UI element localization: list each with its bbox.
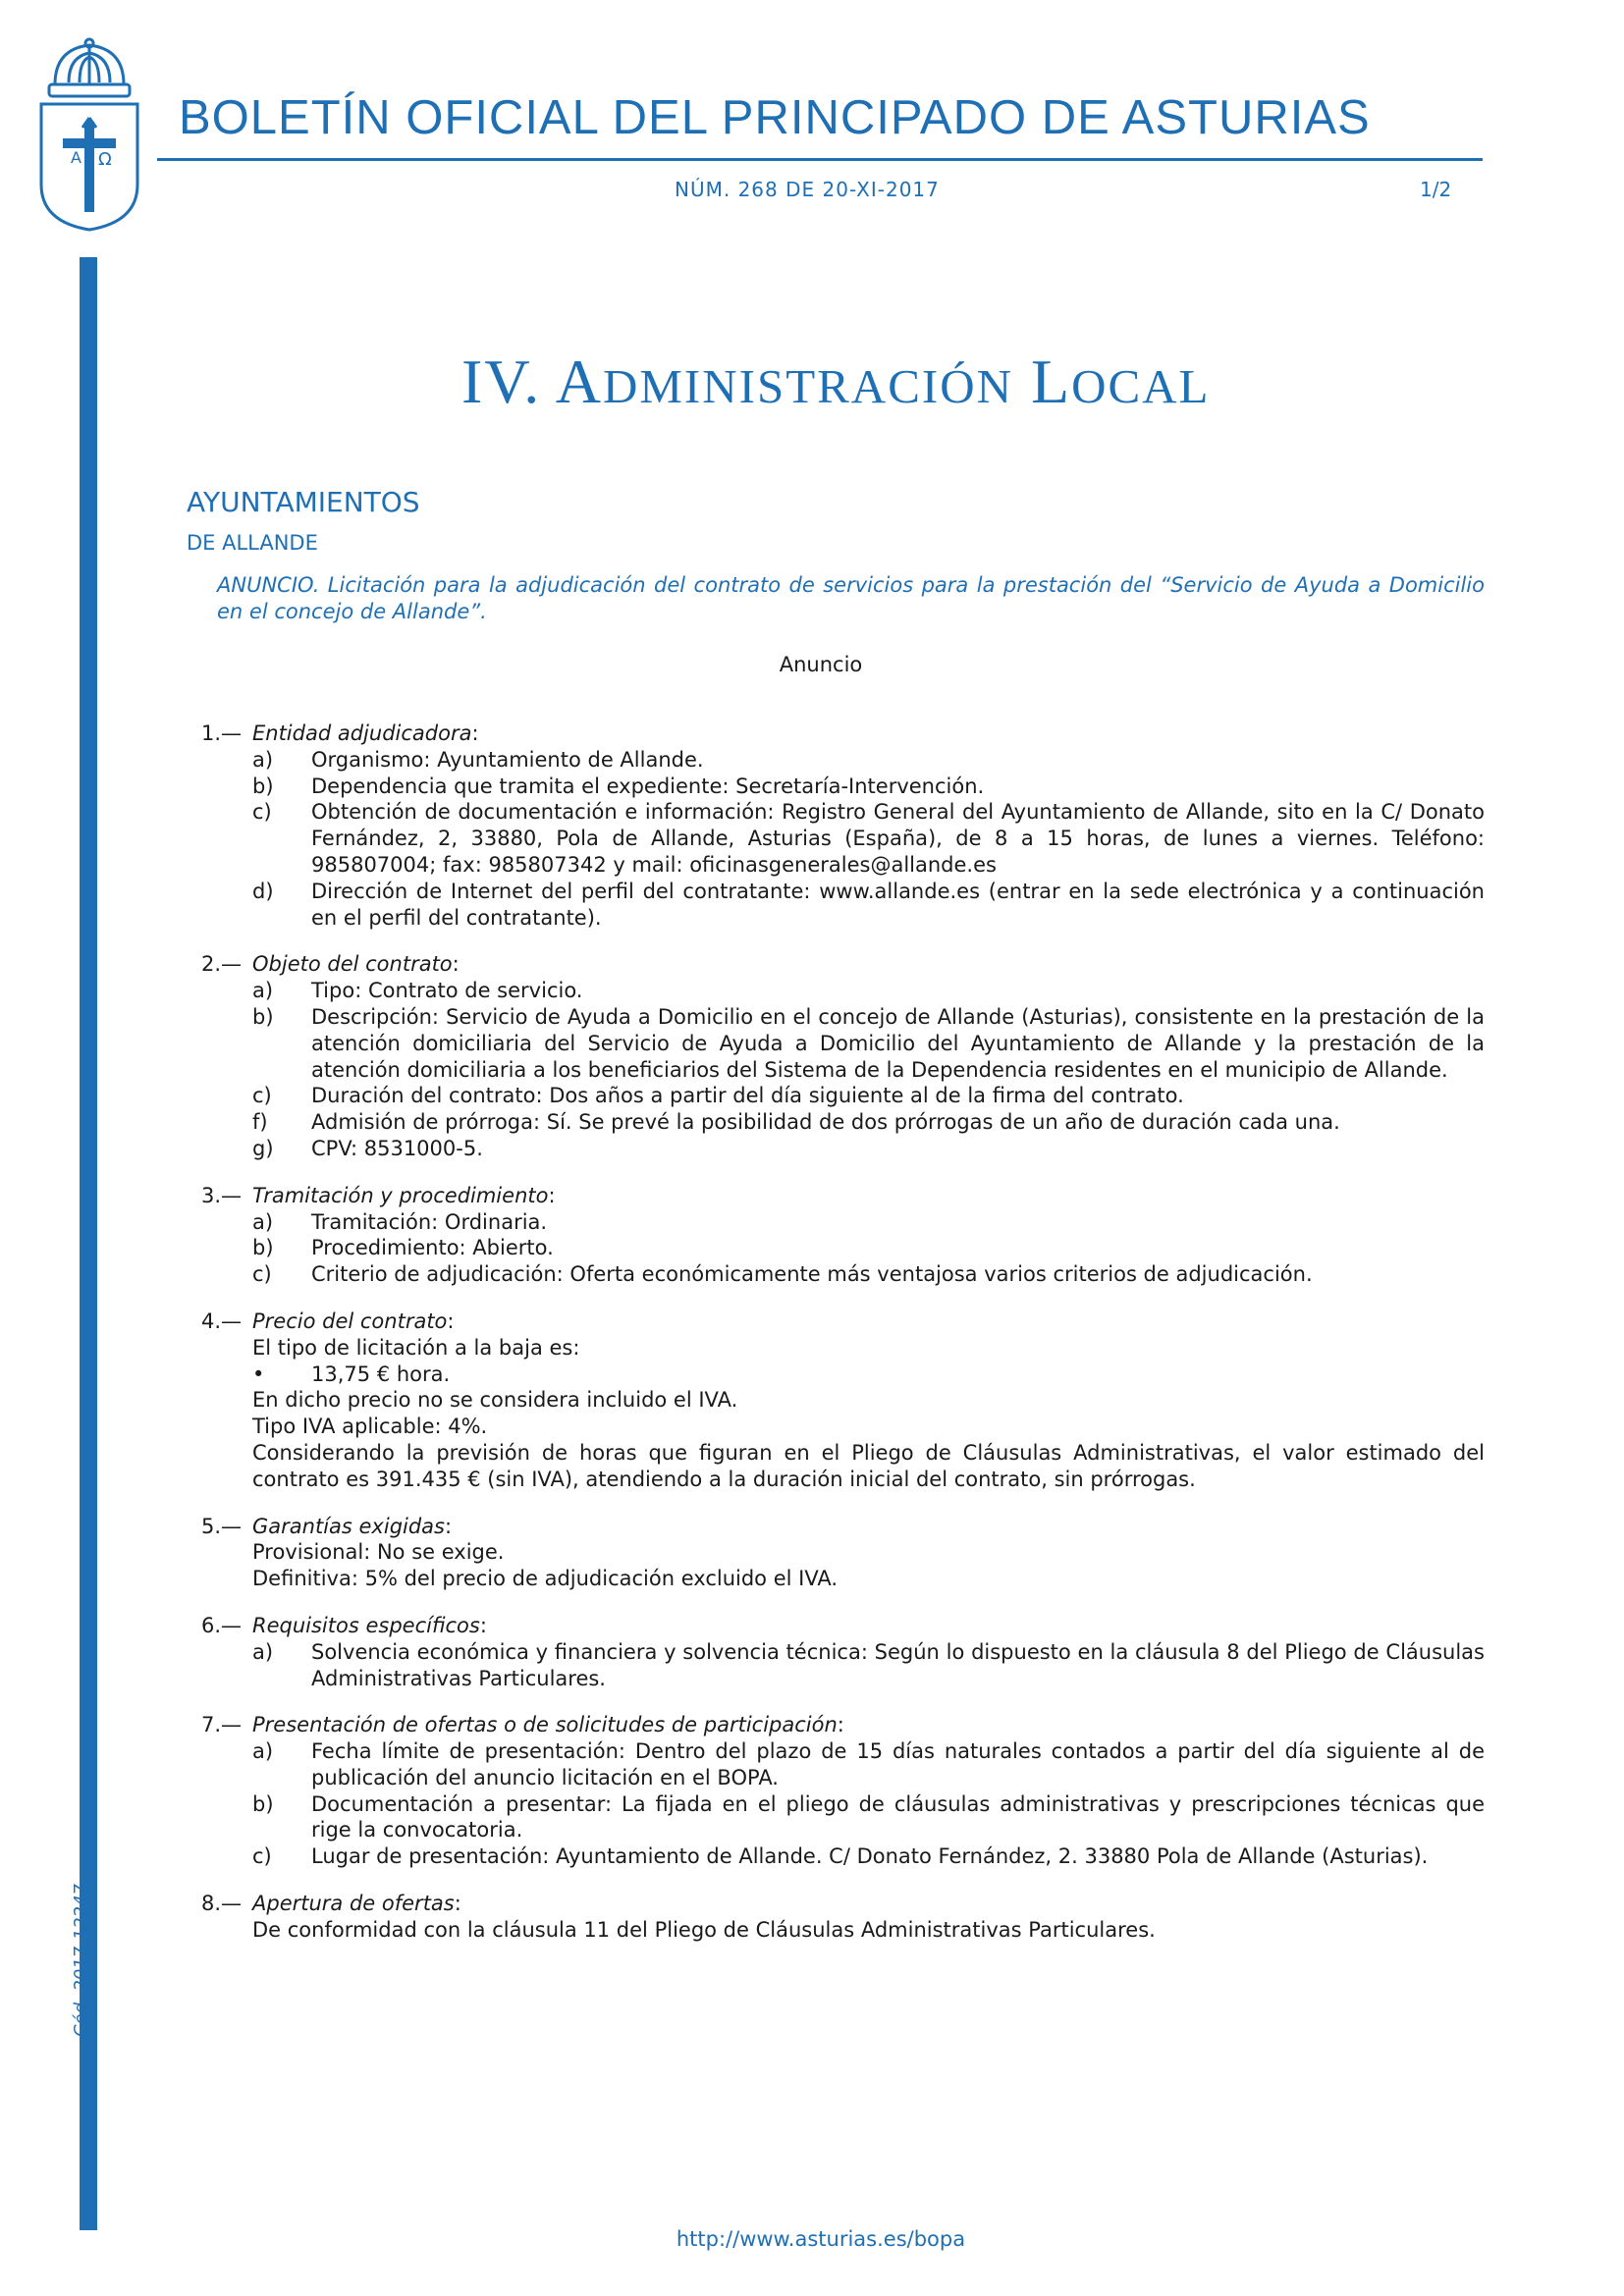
list-item	[201, 799, 1485, 878]
list-item	[201, 1004, 1485, 1083]
list-item	[201, 1209, 1485, 1236]
section-heading: Garantías exigidas	[252, 1514, 445, 1538]
document-label: Anuncio	[779, 653, 863, 676]
item-text: Solvencia económica y financiera y solvencia técnica: Según lo dispuesto en la cláusula 8 del Pliego de Cláusulas Administrativas Particulares.	[311, 1639, 1485, 1690]
section-word1-initial: A	[555, 347, 603, 416]
section-heading-colon: :	[454, 1892, 461, 1916]
item-text: Tramitación: Ordinaria.	[311, 1209, 548, 1234]
item-text: Lugar de presentación: Ayuntamiento de Allande. C/ Donato Fernández, 2. 33880 Pola de Allande (Asturias).	[311, 1844, 1429, 1869]
item-letter: c)	[252, 1844, 272, 1869]
item-letter: b)	[252, 1236, 274, 1260]
item-text: Procedimiento: Abierto.	[311, 1236, 554, 1260]
list-item	[201, 879, 1485, 932]
item-letter: c)	[252, 1262, 272, 1287]
section-roman: IV.	[461, 347, 542, 416]
section-heading: Presentación de ofertas o de solicitudes de participación	[252, 1713, 838, 1737]
item-letter: a)	[252, 1739, 274, 1764]
item-letter: a)	[252, 1639, 274, 1664]
page-number: 1/2	[1420, 178, 1452, 201]
list-item	[201, 1261, 1485, 1288]
item-text: Tipo: Contrato de servicio.	[311, 979, 583, 1003]
item-text: Criterio de adjudicación: Oferta económicamente más ventajosa varios criterios de adjudicación.	[311, 1262, 1313, 1287]
masthead-rule	[157, 158, 1483, 161]
list-item	[201, 1843, 1485, 1870]
section-heading-colon: :	[447, 1308, 455, 1333]
item-letter: f)	[252, 1110, 268, 1135]
municipality-heading: DE ALLANDE	[187, 531, 318, 555]
item-text: CPV: 8531000-5.	[311, 1136, 483, 1160]
section-6	[201, 1613, 1485, 1691]
list-item	[201, 747, 1485, 774]
section-heading: Objeto del contrato	[252, 952, 453, 977]
paragraph: En dicho precio no se considera incluido el IVA.	[252, 1388, 738, 1413]
item-letter: a)	[252, 747, 274, 772]
section-4	[201, 1308, 1485, 1493]
item-text: Duración del contrato: Dos años a partir del día siguiente al de la firma del contrato.	[311, 1084, 1184, 1108]
announcement-body	[201, 721, 1485, 1964]
section-word2-rest: OCAL	[1071, 359, 1211, 413]
paragraph: Considerando la previsión de horas que figuran en el Pliego de Cláusulas Administrativas, el valor estimado del contrato es 391.435 € (sin IVA), atendiendo a la duración inicial del contrato, sin prórrogas.	[252, 1440, 1485, 1491]
section-heading-colon: :	[548, 1183, 556, 1207]
section-heading: Tramitación y procedimiento	[252, 1183, 549, 1207]
list-item	[201, 1083, 1485, 1109]
list-item	[201, 1235, 1485, 1261]
svg-text:Ω: Ω	[98, 149, 112, 170]
list-item	[201, 1136, 1485, 1162]
list-item	[201, 1639, 1485, 1692]
section-heading-colon: :	[445, 1514, 453, 1538]
section-3	[201, 1183, 1485, 1288]
item-letter: c)	[252, 1084, 272, 1108]
section-heading: Apertura de ofertas	[252, 1892, 455, 1916]
section-number: 3.—	[201, 1183, 243, 1207]
department-heading: AYUNTAMIENTOS	[187, 486, 420, 518]
announcement-summary: ANUNCIO. Licitación para la adjudicación del contrato de servicios para la prestación del “Servicio de Ayuda a Domicilio en el concejo de Allande”.	[217, 573, 1485, 623]
section-number: 1.—	[201, 721, 243, 745]
section-2	[201, 951, 1485, 1161]
section-number: 8.—	[201, 1892, 243, 1916]
paragraph: De conformidad con la cláusula 11 del Pliego de Cláusulas Administrativas Particulares.	[252, 1917, 1156, 1942]
section-number: 2.—	[201, 952, 243, 977]
section-heading-colon: :	[837, 1713, 844, 1737]
item-letter: a)	[252, 979, 274, 1003]
section-heading-colon: :	[479, 1613, 487, 1637]
section-heading-colon: :	[471, 721, 479, 745]
item-letter: b)	[252, 1791, 274, 1816]
section-number: 4.—	[201, 1308, 243, 1333]
item-text: Admisión de prórroga: Sí. Se prevé la posibilidad de dos prórrogas de un año de duración cada una.	[311, 1110, 1340, 1135]
list-item	[201, 978, 1485, 1004]
item-text: Dirección de Internet del perfil del contratante: www.allande.es (entrar en la sede electrónica y a continuación en el perfil del contratante).	[311, 879, 1485, 930]
section-number: 7.—	[201, 1713, 243, 1737]
section-word2-initial: L	[1030, 347, 1072, 416]
list-item	[201, 1109, 1485, 1136]
section-heading-colon: :	[452, 952, 460, 977]
list-item	[201, 1791, 1485, 1844]
section-1	[201, 721, 1485, 931]
paragraph: Tipo IVA aplicable: 4%.	[252, 1415, 488, 1439]
item-letter: g)	[252, 1136, 274, 1160]
item-text: Descripción: Servicio de Ayuda a Domicilio en el concejo de Allande (Asturias), consistente en la prestación de la atención domiciliaria del Servicio de Ayuda a Domicilio del Ayuntamiento de Allande y la prestación de la atención domiciliaria a los beneficiarios del Sistema de la Dependencia residentes en el municipio de Allande.	[311, 1004, 1485, 1082]
section-word1-rest: DMINISTRACIÓN	[602, 359, 1013, 413]
paragraph: Definitiva: 5% del precio de adjudicación excluido el IVA.	[252, 1567, 839, 1591]
issue-number: NÚM. 268 DE 20-XI-2017	[675, 178, 940, 201]
document-code: Cód. 2017-12247	[71, 1883, 91, 2037]
bullet-mark: •	[252, 1362, 265, 1386]
asturias-crest-logo	[35, 37, 143, 234]
list-item	[201, 774, 1485, 800]
svg-text:A: A	[71, 148, 81, 167]
item-text: Fecha límite de presentación: Dentro del plazo de 15 días naturales contados a partir del día siguiente al de publicación del anuncio licitación en el BOPA.	[311, 1739, 1485, 1789]
section-heading: Precio del contrato	[252, 1308, 448, 1333]
bullet-item	[201, 1362, 1485, 1388]
section-number: 5.—	[201, 1514, 243, 1538]
section-5	[201, 1514, 1485, 1592]
item-letter: b)	[252, 774, 274, 798]
item-text: Dependencia que tramita el expediente: Secretaría-Intervención.	[311, 774, 985, 798]
section-7	[201, 1712, 1485, 1870]
item-text: Organismo: Ayuntamiento de Allande.	[311, 747, 704, 772]
section-title	[461, 346, 1210, 418]
item-letter: b)	[252, 1004, 274, 1029]
list-item	[201, 1738, 1485, 1791]
section-heading: Entidad adjudicadora	[252, 721, 472, 745]
section-number: 6.—	[201, 1613, 243, 1637]
section-heading: Requisitos específicos	[252, 1613, 480, 1637]
item-letter: d)	[252, 879, 274, 903]
bullet-text: 13,75 € hora.	[311, 1362, 451, 1386]
paragraph: Provisional: No se exige.	[252, 1540, 505, 1565]
item-text: Obtención de documentación e información: Registro General del Ayuntamiento de Allande, sito en la C/ Donato Fernández, 2, 33880, Pola de Allande, Asturias (España), de 8 a 15 horas, de lunes a viernes. Teléfono: 985807004; fax: 985807342 y mail: oficinasgenerales@allande.es	[311, 800, 1485, 877]
paragraph: El tipo de licitación a la baja es:	[252, 1335, 580, 1360]
gazette-title: BOLETÍN OFICIAL DEL PRINCIPADO DE ASTURIAS	[179, 91, 1371, 144]
footer-link[interactable]: http://www.asturias.es/bopa	[676, 2227, 966, 2251]
item-letter: a)	[252, 1209, 274, 1234]
item-text: Documentación a presentar: La fijada en el pliego de cláusulas administrativas y prescripciones técnicas que rige la convocatoria.	[311, 1791, 1485, 1842]
section-8	[201, 1891, 1485, 1944]
item-letter: c)	[252, 800, 272, 825]
